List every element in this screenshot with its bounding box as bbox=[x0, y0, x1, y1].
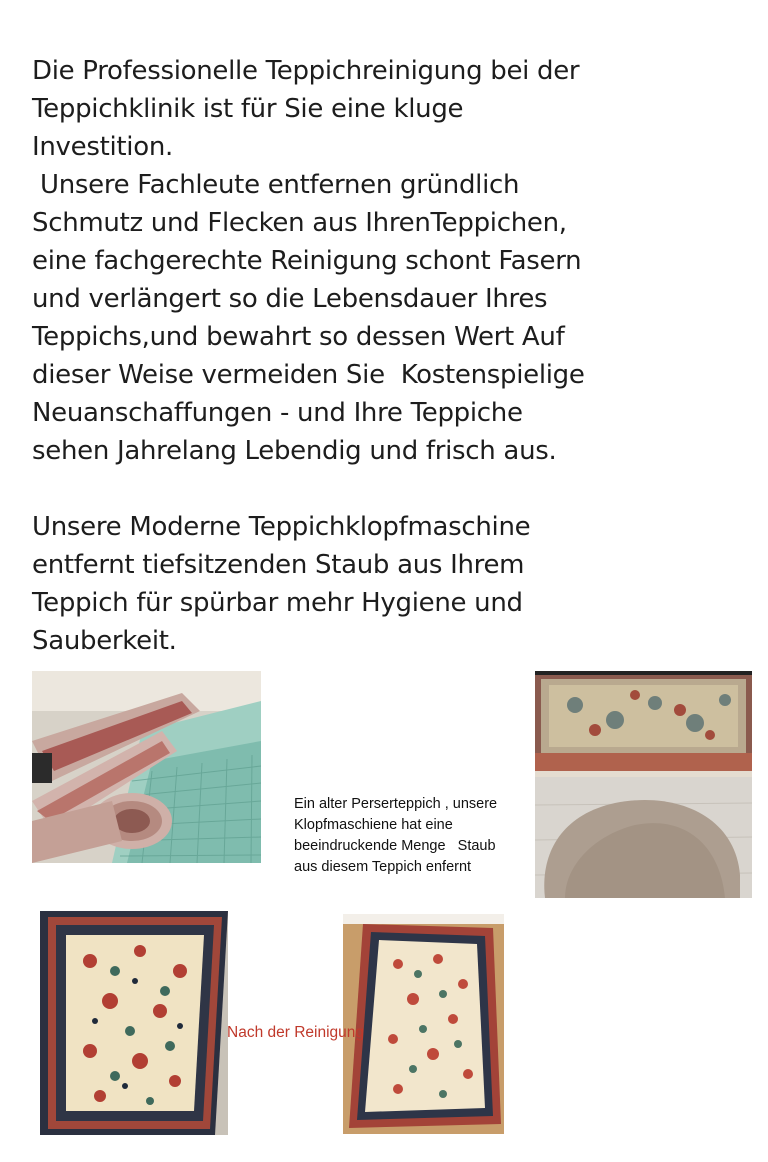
dust-caption: Ein alter Perserteppich , unsere Klopfmaschiene hat eine beeindruckende Menge Staub aus diesem Teppich enfernt bbox=[294, 796, 498, 875]
paragraph-gap bbox=[32, 470, 752, 508]
intro-paragraph-2: Unsere Moderne Teppichklopfmaschine entfernt tiefsitzenden Staub aus Ihrem Teppich für spürbar mehr Hygiene und Sauberkeit. bbox=[32, 512, 531, 656]
intro-text bbox=[32, 52, 752, 660]
carpet-machine-photo bbox=[32, 671, 261, 863]
intro-paragraph-1: Die Professionelle Teppichreinigung bei der Teppichklinik ist für Sie eine kluge Investition. Unsere Fachleute entfernen gründlich Schmutz und Flecken aus IhrenTeppichen, eine fachgerechte Reinigung schont Fasern und verlängert so die Lebensdauer Ihres Teppichs,und bewahrt so dessen Wert Auf dieser Weise vermeiden Sie Kostenspielige Neuanschaffungen - und Ihre Teppiche sehen Jahrelang Lebendig und frisch aus. bbox=[32, 56, 585, 466]
after-cleaning-label: Nach der Reinigung bbox=[227, 1024, 365, 1041]
cleaned-rug-photo-2 bbox=[343, 914, 504, 1134]
cleaned-rug-photo-1 bbox=[40, 911, 228, 1135]
persian-rug-dust-photo bbox=[535, 671, 752, 898]
